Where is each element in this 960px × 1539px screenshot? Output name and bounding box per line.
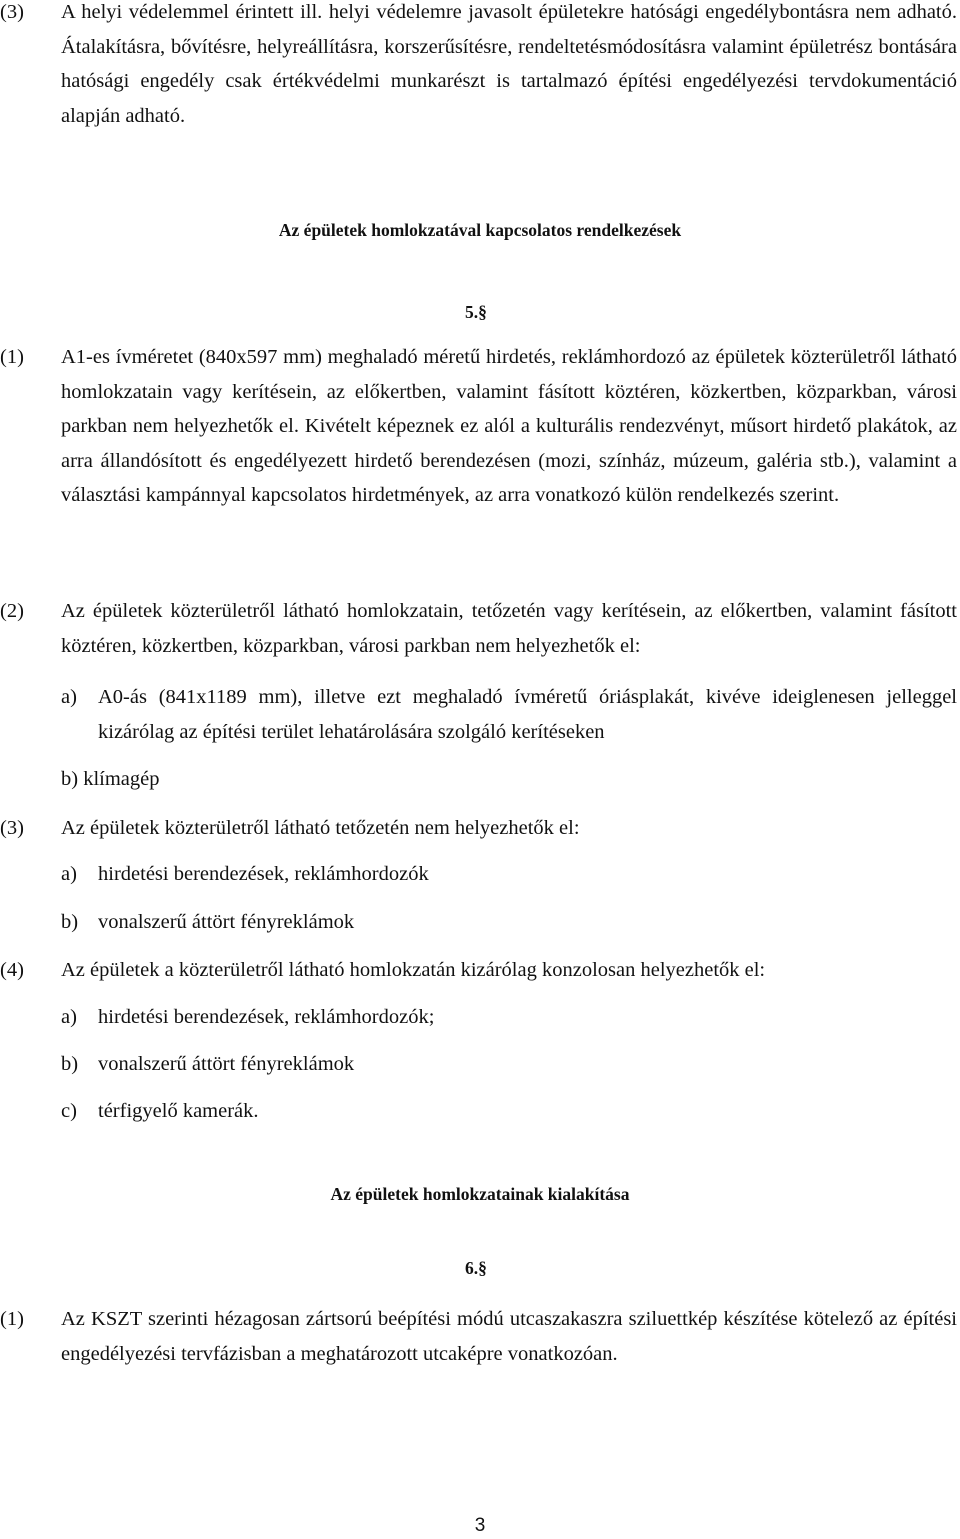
section-number-6: 6.§ bbox=[465, 1258, 487, 1278]
paragraph-number: (1) bbox=[0, 1308, 24, 1330]
paragraph-number: (3) bbox=[0, 817, 24, 839]
paragraph-text: Az épületek közterületről látható homlokzatain, tetőzetén vagy kerítésein, az előkertben, valamint fásított köztéren, közkertben, közparkban, városi parkban nem helyezhetők el: bbox=[61, 600, 957, 657]
paragraph-5-4 bbox=[0, 953, 957, 988]
section-number-5: 5.§ bbox=[465, 302, 487, 322]
section-heading-facade-design: Az épületek homlokzatainak kialakítása bbox=[330, 1184, 630, 1204]
section-heading-facades: Az épületek homlokzatával kapcsolatos rendelkezések bbox=[278, 220, 682, 240]
list-item-5-4-b bbox=[61, 1047, 957, 1082]
list-text: térfigyelő kamerák. bbox=[98, 1100, 259, 1122]
list-item-5-3-a bbox=[61, 857, 957, 892]
page-number: 3 bbox=[474, 1515, 486, 1536]
list-letter: c) bbox=[61, 1100, 77, 1122]
list-item-5-2-b: b) klímagép bbox=[61, 768, 160, 790]
list-text: vonalszerű áttört fényreklámok bbox=[98, 911, 355, 933]
paragraph-text: Az épületek közterületről látható tetőzetén nem helyezhetők el: bbox=[61, 817, 580, 839]
paragraph-number: (3) bbox=[0, 1, 24, 23]
list-item-5-3-b bbox=[61, 905, 957, 940]
paragraph-number: (2) bbox=[0, 600, 24, 622]
paragraph-3-heritage bbox=[0, 0, 957, 133]
paragraph-text: A1-es ívméretet (840x597 mm) meghaladó méretű hirdetés, reklámhordozó az épületek közterületről látható homlokzatain vagy kerítésein, az előkertben, valamint fásított köztéren, közkertben, közparkban, városi parkban nem helyezhetők el. Kivételt képeznek ez alól a kulturális rendezvényt, műsort hirdető plakátok, az arra állandósított és engedélyezett hirdető berendezésen (mozi, színház, múzeum, galéria stb.), valamint a választási kampánnyal kapcsolatos hirdetmények, az arra vonatkozó külön rendelkezés szerint. bbox=[61, 346, 957, 506]
paragraph-text: A helyi védelemmel érintett ill. helyi védelemre javasolt épületekre hatósági engedélybontásra nem adható. Átalakításra, bővítésre, helyreállításra, korszerűsítésre, rendeltetésmódosításra valamint épületrész bontására hatósági engedély csak értékvédelmi munkarészt is tartalmazó építési engedélyezési tervdokumentáció alapján adható. bbox=[61, 1, 957, 127]
list-item-5-4-c bbox=[61, 1094, 957, 1129]
list-letter: b) bbox=[61, 911, 79, 933]
list-text: vonalszerű áttört fényreklámok bbox=[98, 1053, 355, 1075]
paragraph-text: Az KSZT szerinti hézagosan zártsorú beépítési módú utcaszakaszra sziluettkép készítése kötelező az építési engedélyezési tervfázisban a meghatározott utcaképre vonatkozóan. bbox=[61, 1308, 957, 1365]
list-letter: a) bbox=[61, 686, 77, 708]
list-item-5-2-a bbox=[61, 680, 957, 749]
list-letter: a) bbox=[61, 863, 77, 885]
list-text: hirdetési berendezések, reklámhordozók; bbox=[98, 1006, 435, 1028]
paragraph-5-1 bbox=[0, 340, 957, 513]
paragraph-number: (1) bbox=[0, 346, 24, 368]
list-text: A0-ás (841x1189 mm), illetve ezt meghaladó ívméretű óriásplakát, kivéve ideiglenesen jelleggel kizárólag az építési terület lehatárolására szolgáló kerítéseken bbox=[98, 686, 957, 743]
list-letter: b) bbox=[61, 1053, 79, 1075]
paragraph-number: (4) bbox=[0, 959, 24, 981]
paragraph-5-3 bbox=[0, 811, 957, 846]
paragraph-text: Az épületek a közterületről látható homlokzatán kizárólag konzolosan helyezhetők el: bbox=[61, 959, 766, 981]
list-letter: a) bbox=[61, 1006, 77, 1028]
paragraph-6-1 bbox=[0, 1302, 957, 1371]
list-text: hirdetési berendezések, reklámhordozók bbox=[98, 863, 429, 885]
list-item-5-4-a bbox=[61, 1000, 957, 1035]
paragraph-5-2 bbox=[0, 594, 957, 663]
